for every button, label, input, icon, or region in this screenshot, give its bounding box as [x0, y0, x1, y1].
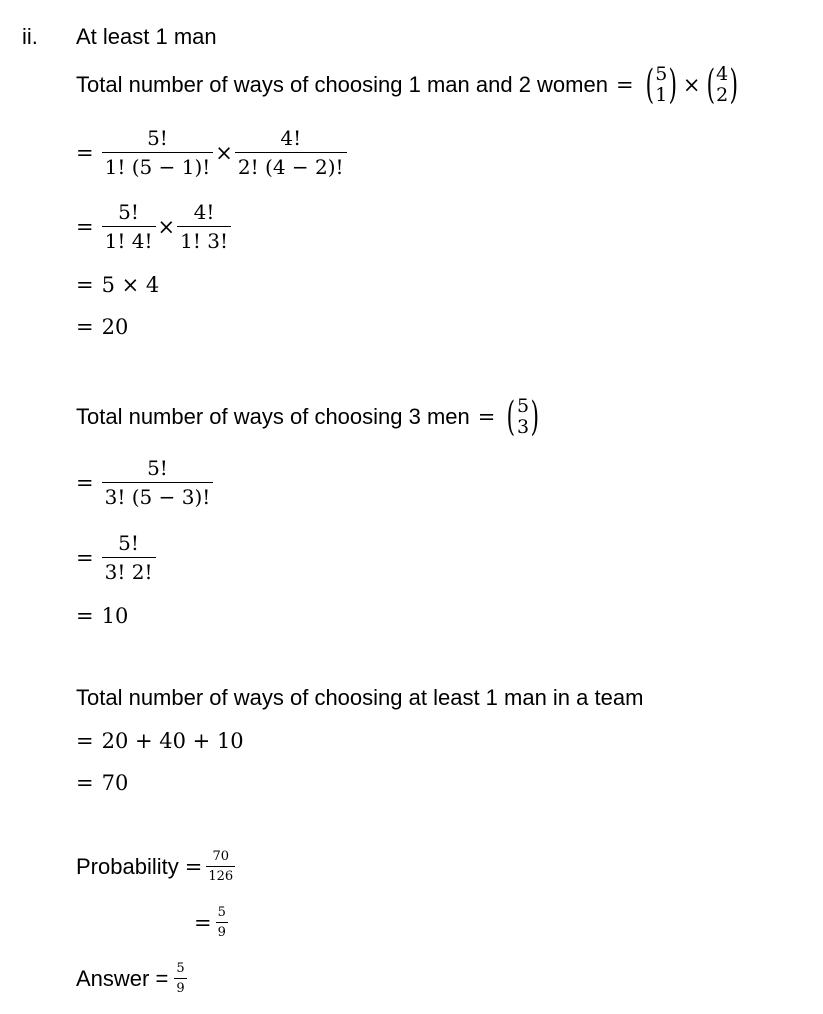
binom-5-3: ( 5 3 ) [506, 393, 540, 440]
fraction [102, 533, 156, 582]
numerator: 5! [147, 126, 168, 150]
fraction [102, 458, 214, 507]
equals-sign: = [615, 72, 634, 97]
numerator: 5! [147, 456, 168, 480]
equals-sign: = [76, 771, 94, 795]
result-value: 10 [101, 603, 129, 628]
denominator: 1! 4! [102, 226, 156, 251]
result-value: 20 [101, 314, 129, 339]
equals-sign: = [194, 910, 212, 935]
numerator: 5 [176, 961, 185, 976]
case1-result [76, 315, 128, 339]
binom-5-1: ( 5 1 ) [645, 61, 678, 108]
case2-result [76, 604, 128, 628]
denominator: 1! 3! [177, 226, 231, 251]
part-title: At least 1 man [76, 24, 217, 49]
total-sum [76, 729, 244, 753]
equals-sign: = [477, 404, 496, 429]
case2-heading [76, 393, 543, 440]
case1-heading [76, 61, 742, 108]
numerator: 70 [212, 849, 230, 864]
part-label: ii. [22, 24, 38, 49]
times-sign: × [157, 214, 176, 239]
equals-sign: = [76, 273, 94, 297]
fraction [216, 906, 228, 939]
answer-label: Answer = [76, 965, 169, 991]
denominator: 9 [174, 978, 186, 995]
case1-step2 [76, 202, 231, 251]
binom-top: 5 [655, 63, 668, 85]
case1-prefix: Total number of ways of choosing 1 man and 2 women [76, 71, 608, 97]
binom-top: 5 [516, 395, 530, 417]
fraction [102, 128, 214, 177]
times-sign: × [215, 140, 233, 165]
denominator: 2! (4 − 2)! [235, 152, 347, 177]
equals-sign: = [184, 854, 203, 879]
fraction [235, 128, 347, 177]
total-prefix: Total number of ways of choosing at least 1 man in a team [76, 685, 644, 710]
total-result [76, 771, 128, 795]
binom-bottom: 2 [716, 83, 729, 106]
equals-sign: = [76, 545, 94, 570]
equals-sign: = [76, 604, 94, 628]
fraction [102, 202, 156, 251]
case2-step1 [76, 458, 213, 507]
case1-step1 [76, 128, 347, 177]
equals-sign: = [76, 140, 94, 165]
product-expression: 5 × 4 [101, 272, 160, 297]
equals-sign: = [76, 214, 94, 239]
equals-sign: = [76, 470, 94, 495]
case1-step3 [76, 273, 159, 297]
fraction [174, 962, 186, 995]
denominator: 1! (5 − 1)! [102, 152, 214, 177]
binom-bottom: 1 [655, 83, 668, 106]
result-value: 70 [101, 770, 129, 795]
numerator: 4! [280, 126, 302, 150]
probability-label: Probability [76, 853, 179, 879]
equals-sign: = [76, 315, 94, 339]
numerator: 5! [118, 200, 139, 224]
numerator: 5 [217, 905, 226, 920]
binom-4-2: ( 4 2 ) [706, 61, 739, 108]
answer-line [76, 962, 187, 995]
fraction [177, 202, 231, 251]
fraction [206, 850, 235, 883]
probability-line [76, 850, 235, 883]
times-sign: × [682, 72, 701, 97]
denominator: 126 [206, 866, 235, 883]
denominator: 3! 2! [102, 557, 156, 582]
binom-top: 4 [716, 63, 729, 85]
sum-expression: 20 + 40 + 10 [101, 728, 244, 753]
probability-simplified [194, 906, 228, 939]
numerator: 4! [193, 200, 215, 224]
denominator: 3! (5 − 3)! [102, 482, 214, 507]
case2-prefix: Total number of ways of choosing 3 men [76, 403, 470, 429]
binom-bottom: 3 [516, 415, 530, 438]
equals-sign: = [76, 729, 94, 753]
case2-step2 [76, 533, 156, 582]
numerator: 5! [118, 531, 139, 555]
denominator: 9 [216, 922, 228, 939]
